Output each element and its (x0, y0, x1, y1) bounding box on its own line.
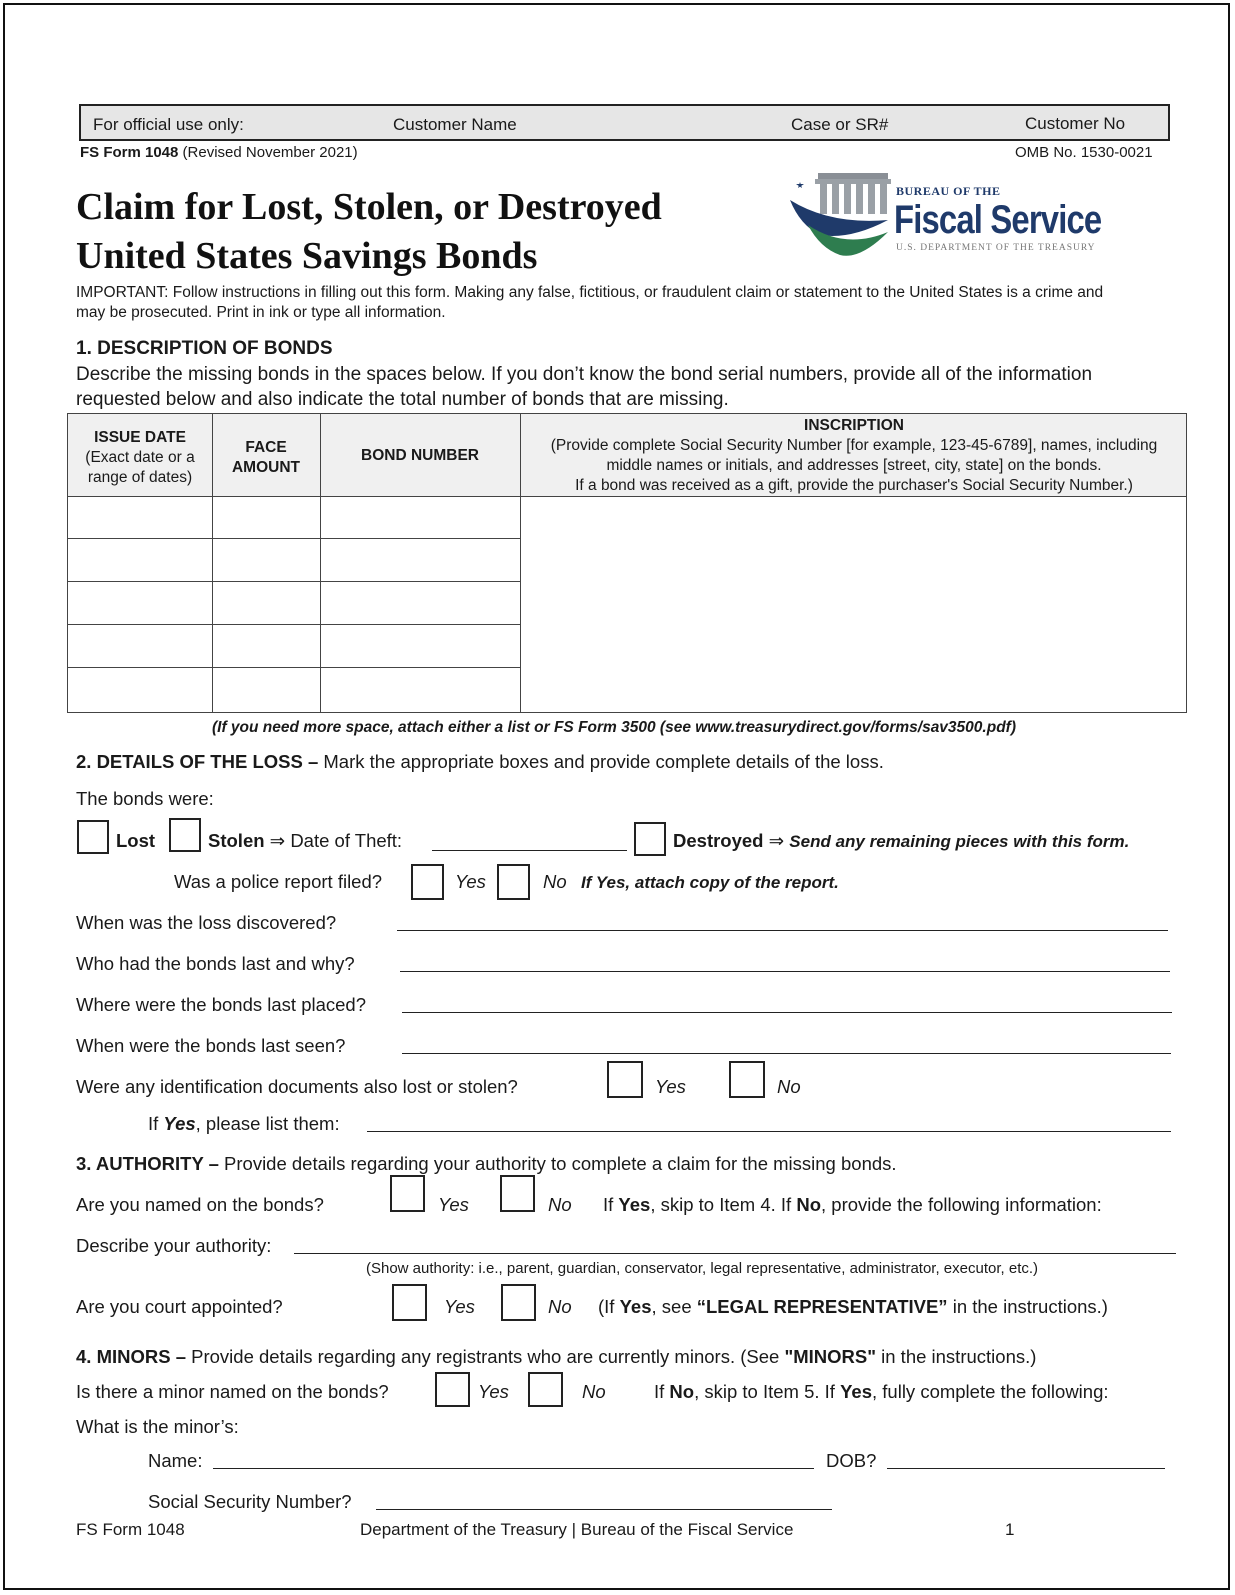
id-docs-no-label: No (777, 1076, 801, 1097)
named-yes-label: Yes (438, 1194, 469, 1215)
minor-dob-label: DOB? (826, 1450, 877, 1471)
court-a: (If (598, 1296, 620, 1317)
minor-dob-field[interactable] (887, 1468, 1165, 1469)
q-court-appointed: Are you court appointed? (76, 1296, 283, 1317)
minor-skip-c: , fully complete the following: (872, 1381, 1109, 1402)
stolen-checkbox[interactable] (169, 818, 201, 852)
stolen-label: Stolen (208, 830, 265, 851)
court-yes-checkbox[interactable] (392, 1284, 427, 1321)
logo-bureau: BUREAU OF THE (896, 184, 1001, 198)
form-revision (80, 144, 358, 161)
police-note: If Yes, attach copy of the report. (581, 873, 839, 892)
list-them-label (148, 1113, 340, 1135)
q-id-docs: Were any identification documents also lost or stolen? (76, 1076, 518, 1097)
omb-number: OMB No. 1530-0021 (1015, 144, 1153, 161)
issue-date-sub2: range of dates) (87, 469, 193, 486)
section2-desc: Mark the appropriate boxes and provide complete details of the loss. (318, 751, 884, 772)
court-no-checkbox[interactable] (501, 1284, 536, 1321)
minor-name-field[interactable] (213, 1468, 814, 1469)
court-c: in the instructions.) (947, 1296, 1108, 1317)
section3-heading (76, 1153, 897, 1175)
authority-note: (Show authority: i.e., parent, guardian, conservator, legal representative, administrator, executor, etc.) (366, 1260, 1039, 1277)
issue-date-sub1: (Exact date or a (85, 449, 195, 466)
logo-dept: U.S. DEPARTMENT OF THE TREASURY (896, 243, 1096, 253)
court-b: , see (651, 1296, 697, 1317)
skip-c: , provide the following information: (821, 1194, 1102, 1215)
inscription-l1: (Provide complete Social Security Number [for example, 123-45-6789], names, including (550, 437, 1158, 454)
section1-title: . DESCRIPTION OF BONDS (86, 338, 333, 359)
treasury-building-icon (790, 170, 905, 260)
bond-description-table (67, 413, 1187, 713)
date-of-theft-field[interactable] (432, 850, 627, 851)
lost-label: Lost (116, 830, 156, 851)
skip-a: If (603, 1194, 619, 1215)
minor-ssn-field[interactable] (376, 1509, 832, 1510)
destroyed-note: Send any remaining pieces with this form. (789, 832, 1130, 851)
skip-b: , skip to Item 4. If (650, 1194, 797, 1215)
q-who-had-bonds: Who had the bonds last and why? (76, 953, 355, 974)
q-where-placed: Where were the bonds last placed? (76, 994, 367, 1015)
loss-discovered-field[interactable] (397, 930, 1168, 931)
section3-title: 3. AUTHORITY – (76, 1153, 219, 1174)
minor-no-label: No (582, 1381, 606, 1402)
minor-skip-a: If (654, 1381, 670, 1402)
police-report-question: Was a police report filed? (174, 871, 383, 892)
important-line1: IMPORTANT: Follow instructions in filling out this form. Making any false, fictitious, or fraudulent claim or statement to the United States is a crime and (76, 284, 1104, 301)
section1-desc2: requested below and also indicate the total number of bonds that are missing. (76, 389, 729, 410)
section4-title: 4. MINORS – (76, 1346, 186, 1367)
footer-form: FS Form 1048 (76, 1520, 185, 1539)
row-divider (68, 667, 520, 668)
row-divider (68, 538, 520, 539)
col-face-amount-header (212, 438, 320, 478)
issue-date-title: ISSUE DATE (94, 429, 186, 446)
stolen-group (208, 830, 402, 852)
section4-desc: Provide details regarding any registrants who are currently minors. (See (186, 1346, 785, 1367)
official-use-bar (79, 104, 1170, 141)
minor-skip-no: No (669, 1381, 695, 1402)
court-yes: Yes (619, 1296, 652, 1317)
minor-skip-yes: Yes (840, 1381, 872, 1402)
col-issue-date-header (68, 428, 212, 488)
lost-checkbox[interactable] (77, 820, 109, 854)
logo-name: Fiscal Service (894, 198, 1102, 242)
section1-number: 1 (76, 338, 87, 359)
case-label: Case or SR# (791, 115, 889, 134)
named-yes-checkbox[interactable] (390, 1175, 425, 1212)
minor-yes-checkbox[interactable] (435, 1372, 470, 1407)
what-is-minor: What is the minor’s: (76, 1416, 239, 1437)
destroyed-label: Destroyed (673, 830, 764, 851)
destroyed-group (673, 830, 1129, 852)
last-seen-field[interactable] (402, 1053, 1171, 1054)
skip-no: No (796, 1194, 821, 1215)
minor-skip-b: , skip to Item 5. If (694, 1381, 841, 1402)
q-minor-named: Is there a minor named on the bonds? (76, 1381, 389, 1402)
q-last-seen: When were the bonds last seen? (76, 1035, 346, 1056)
bonds-were-label: The bonds were: (76, 788, 214, 809)
minor-instructions (654, 1381, 1109, 1403)
named-no-label: No (548, 1194, 572, 1215)
section4-heading (76, 1346, 1036, 1368)
inscription-l2: middle names or initials, and addresses [street, city, state] on the bonds. (606, 457, 1102, 474)
id-docs-list-field[interactable] (367, 1131, 1171, 1132)
form-id: FS Form 1048 (80, 144, 179, 161)
police-no-label: No (543, 871, 567, 892)
section3-desc: Provide details regarding your authority to complete a claim for the missing bonds. (218, 1153, 897, 1174)
skip-yes: Yes (618, 1194, 651, 1215)
court-legal: “LEGAL REPRESENTATIVE” (696, 1296, 948, 1317)
police-no-checkbox[interactable] (497, 864, 530, 900)
list-yes: Yes (163, 1113, 196, 1134)
minor-yes-label: Yes (478, 1381, 509, 1402)
named-no-checkbox[interactable] (500, 1175, 535, 1212)
revised-date: (Revised November 2021) (182, 144, 358, 161)
id-docs-no-checkbox[interactable] (729, 1061, 765, 1098)
fiscal-service-logo (790, 170, 1110, 260)
describe-authority-field[interactable] (294, 1253, 1176, 1254)
col-bond-number-header: BOND NUMBER (361, 447, 479, 464)
face-amount-l2: AMOUNT (231, 459, 301, 476)
where-placed-field[interactable] (402, 1012, 1172, 1013)
date-of-theft-label: ⇒ Date of Theft: (269, 830, 403, 851)
police-yes-checkbox[interactable] (411, 864, 444, 900)
inscription-l3: If a bond was received as a gift, provide the purchaser's Social Security Number.) (575, 477, 1133, 494)
destroyed-arrow: ⇒ (768, 830, 785, 851)
court-instructions (598, 1296, 1108, 1318)
who-had-bonds-field[interactable] (400, 971, 1170, 972)
customer-no-label: Customer No (1025, 114, 1126, 133)
footer-page: 1 (1005, 1520, 1015, 1539)
section2-title: 2. DETAILS OF THE LOSS – (76, 751, 319, 772)
important-line2: may be prosecuted. Print in ink or type all information. (76, 304, 446, 321)
row-divider (68, 624, 520, 625)
table-note: (If you need more space, attach either a list or FS Form 3500 (see www.treasurydirect.gov/forms/sav3500.pdf) (212, 719, 1016, 736)
q-describe-authority: Describe your authority: (76, 1235, 272, 1256)
court-yes-label: Yes (444, 1296, 475, 1317)
minor-ssn-label: Social Security Number? (148, 1491, 352, 1512)
destroyed-checkbox[interactable] (634, 822, 666, 856)
id-docs-yes-label: Yes (655, 1076, 686, 1097)
customer-name-label: Customer Name (393, 115, 517, 134)
section4-end: in the instructions.) (876, 1346, 1037, 1367)
q-loss-discovered: When was the loss discovered? (76, 912, 337, 933)
q-named-on-bonds: Are you named on the bonds? (76, 1194, 324, 1215)
footer-dept: Department of the Treasury | Bureau of the Fiscal Service (360, 1520, 794, 1539)
form-title-line1: Claim for Lost, Stolen, or Destroyed (76, 186, 662, 228)
minor-no-checkbox[interactable] (528, 1372, 563, 1407)
section4-minors: "MINORS" (784, 1346, 876, 1367)
row-divider (68, 581, 520, 582)
face-amount-l1: FACE (245, 439, 287, 456)
section1-desc1: Describe the missing bonds in the spaces below. If you don’t know the bond serial numbers, provide all of the information (76, 364, 1093, 385)
col-inscription-header (520, 416, 1188, 496)
named-instructions (603, 1194, 1102, 1216)
police-yes-label: Yes (455, 871, 486, 892)
minor-name-label: Name: (148, 1450, 203, 1471)
id-docs-yes-checkbox[interactable] (607, 1061, 643, 1098)
section2-heading (76, 751, 884, 773)
list-rest: , please list them: (195, 1113, 340, 1134)
inscription-title: INSCRIPTION (804, 417, 904, 434)
list-if: If (148, 1113, 164, 1134)
court-no-label: No (548, 1296, 572, 1317)
official-use-label: For official use only: (93, 115, 244, 134)
form-title-line2: United States Savings Bonds (76, 235, 538, 277)
section1-heading (76, 338, 333, 360)
